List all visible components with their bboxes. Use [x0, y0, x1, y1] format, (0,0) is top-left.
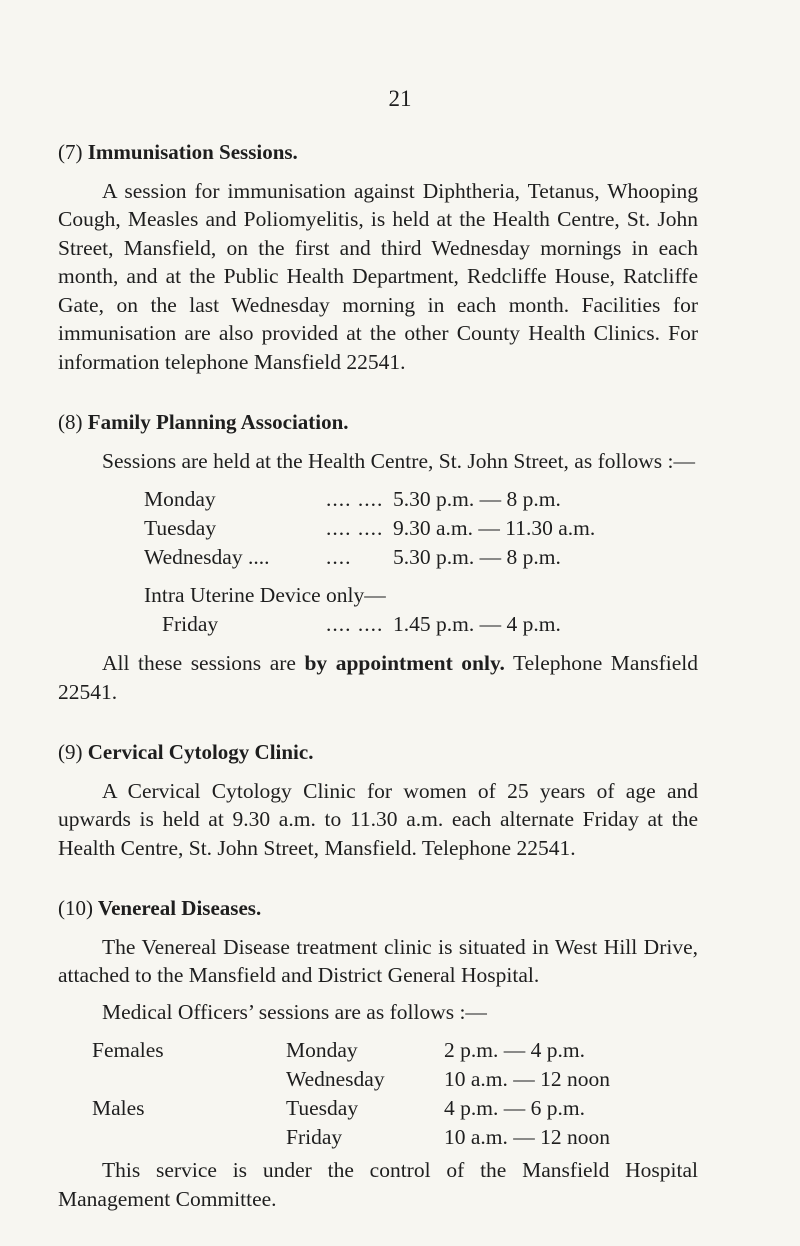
vd-row — [58, 1065, 698, 1094]
vd-row — [58, 1036, 698, 1065]
sessions-intro: Medical Officers’ sessions are as follows :— — [102, 999, 487, 1024]
section-body: A session for immunisation against Diphtheria, Tetanus, Whooping Cough, Measles and Poliomyelitis, is held at the Health Centre, St. John Street, Mansfield, on the first and third Wednesday mornings in each month, and at the Public Health Department, Redcliffe House, Ratcliffe Gate, on the last Wednesday morning in each month. Facilities for immunisation are also provided at the other County Health Clinics. For information telephone Mansfield 22541. — [58, 178, 698, 374]
schedule-leader: .... .... — [326, 487, 384, 511]
schedule-table — [58, 485, 698, 639]
vd-day: Friday — [286, 1125, 343, 1149]
section-number: (9) — [58, 740, 83, 764]
vd-day: Monday — [286, 1038, 358, 1062]
section-venereal-diseases — [58, 894, 698, 1213]
section-heading — [58, 894, 698, 923]
section-title: Immunisation Sessions. — [87, 140, 298, 164]
section-heading — [58, 138, 698, 167]
schedule-time: 9.30 a.m. — 11.30 a.m. — [393, 516, 596, 540]
section-title: Family Planning Association. — [87, 410, 349, 434]
section-heading — [58, 738, 698, 767]
section-family-planning — [58, 408, 698, 706]
schedule-day: Tuesday — [144, 516, 217, 540]
schedule-time: 1.45 p.m. — 4 p.m. — [393, 612, 561, 636]
vd-group — [58, 1065, 286, 1094]
section-title: Venereal Diseases. — [97, 896, 262, 920]
note-end: Telephone Mansfield 22541. — [58, 651, 698, 704]
schedule-day: Friday — [162, 612, 219, 636]
vd-group: Males — [92, 1096, 145, 1120]
section-body: The Venereal Disease treatment clinic is situated in West Hill Drive, attached to the Mansfield and District General Hospital. — [58, 934, 698, 987]
section-heading — [58, 408, 698, 437]
schedule-day: Monday — [144, 487, 216, 511]
schedule-leader: .... .... — [326, 612, 384, 636]
schedule-row — [58, 514, 698, 543]
page-number: 21 — [388, 86, 412, 111]
vd-time: 4 p.m. — 6 p.m. — [444, 1096, 585, 1120]
note-start: All these sessions are — [102, 651, 305, 675]
schedule-time: 5.30 p.m. — 8 p.m. — [393, 487, 561, 511]
section-intro: Sessions are held at the Health Centre, St. John Street, as follows :— — [102, 448, 695, 473]
schedule-row — [58, 610, 698, 639]
schedule-leader: .... .... — [326, 516, 384, 540]
appointment-note — [58, 649, 698, 706]
vd-row — [58, 1094, 698, 1123]
vd-time: 10 a.m. — 12 noon — [444, 1125, 611, 1149]
vd-row — [58, 1123, 698, 1152]
section-immunisation — [58, 138, 698, 376]
vd-day: Wednesday — [286, 1067, 385, 1091]
schedule-time: 5.30 p.m. — 8 p.m. — [393, 545, 561, 569]
section-cervical-cytology — [58, 738, 698, 862]
schedule-leader: .... — [326, 545, 352, 569]
section-body: A Cervical Cytology Clinic for women of 25 years of age and upwards is held at 9.30 a.m. to 11.30 a.m. each alternate Friday at the Health Centre, St. John Street, Mansfield. Telephone 22541. — [58, 778, 698, 860]
vd-group: Females — [92, 1038, 164, 1062]
page-content — [58, 138, 698, 1245]
section-title: Cervical Cytology Clinic. — [87, 740, 314, 764]
vd-group — [58, 1123, 286, 1152]
note-emphasis: by appointment only. — [304, 651, 505, 675]
section-number: (10) — [58, 896, 93, 920]
vd-time: 10 a.m. — 12 noon — [444, 1067, 611, 1091]
schedule-row — [58, 543, 698, 572]
section-number: (7) — [58, 140, 83, 164]
vd-schedule-table — [58, 1036, 698, 1152]
vd-time: 2 p.m. — 4 p.m. — [444, 1038, 585, 1062]
closing-note: This service is under the control of the Mansfield Hospital Management Committee. — [58, 1158, 698, 1211]
section-number: (8) — [58, 410, 83, 434]
vd-day: Tuesday — [286, 1096, 359, 1120]
schedule-day: Wednesday .... — [144, 545, 270, 569]
schedule-row — [58, 485, 698, 514]
iud-label: Intra Uterine Device only— — [144, 583, 386, 607]
